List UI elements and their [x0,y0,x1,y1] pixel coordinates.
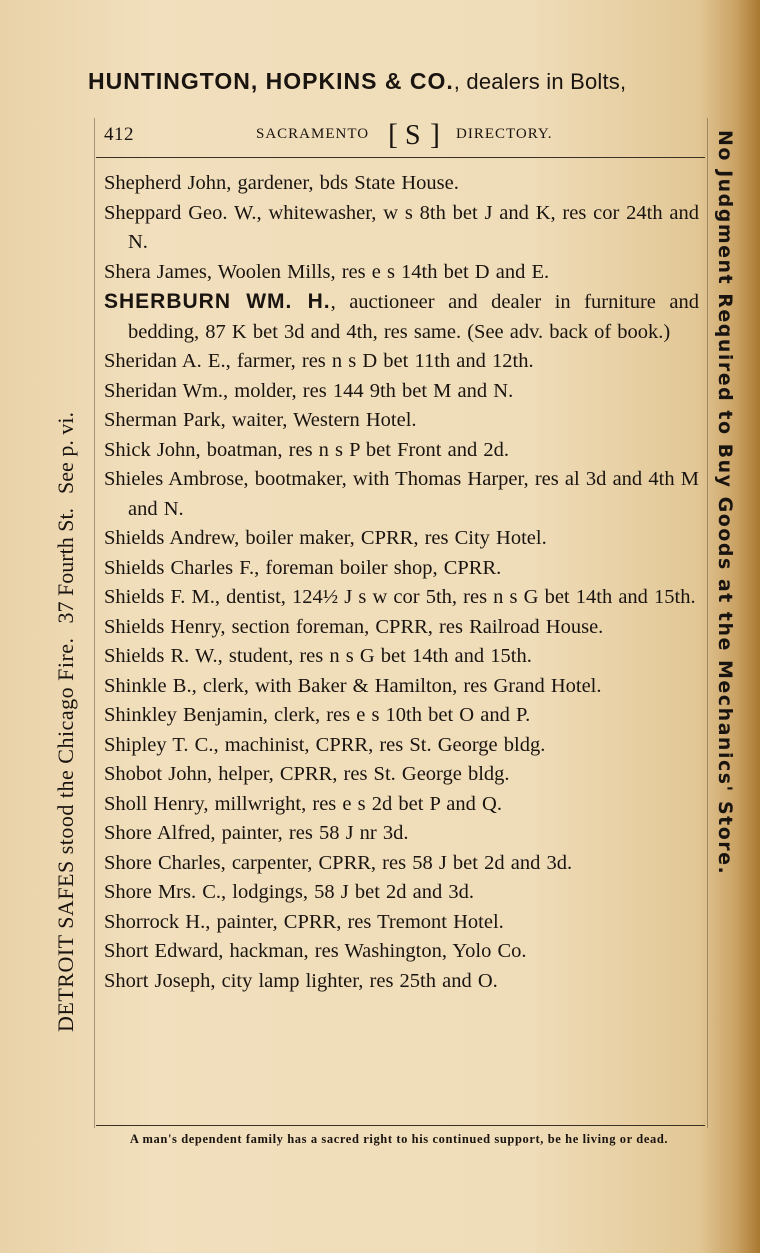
left-ad-see-reference: See p. vi. [53,412,78,494]
entry-text: , auctioneer and dealer in furniture and bedding, 87 K bet 3d and 4th, res same. (See adv. back of book.) [128,291,699,343]
right-margin-advertisement: No Judgment Required to Buy Goods at the Mechanics' Store. [714,130,736,876]
entry-text: Shinkle B., clerk, with Baker & Hamilton, res Grand Hotel. [104,674,602,697]
entry-text: Shinkley Benjamin, clerk, res e s 10th bet O and P. [104,704,531,726]
directory-entry [104,613,699,643]
directory-entry [104,790,699,820]
entry-bold-name: SHERBURN WM. H. [104,290,331,313]
directory-entry [104,465,699,524]
left-ad-address: 37 Fourth St. [53,507,78,624]
entry-text: Shore Charles, carpenter, CPRR, res 58 J bet 2d and 3d. [104,851,573,874]
entry-text: Shields R. W., student, res n s G bet 14th and 15th. [104,645,532,667]
directory-entry [104,554,699,584]
entry-text: Sheridan Wm., molder, res 144 9th bet M and N. [104,379,514,402]
directory-entry [104,169,699,199]
directory-entry [104,967,699,997]
footer-motto: A man's dependent family has a sacred right to his continued support, be he living or dead. [129,1132,669,1146]
directory-entry [104,199,699,258]
entry-text: Shepherd John, gardener, bds State House. [104,172,459,194]
directory-entry [104,377,699,407]
directory-entry [104,849,699,879]
directory-entry [104,583,699,613]
directory-entry [104,347,699,377]
entry-text: Shipley T. C., machinist, CPRR, res St. George bldg. [104,733,546,756]
top-advertisement-banner [88,68,728,95]
entry-text: Sholl Henry, millwright, res e s 2d bet P and Q. [104,792,502,815]
directory-entries [104,169,699,996]
entry-text: Sherman Park, waiter, Western Hotel. [104,409,417,431]
entry-text: Sheppard Geo. W., whitewasher, w s 8th bet J and K, res cor 24th and N. [104,201,699,253]
directory-entry [104,642,699,672]
entry-text: Shields Henry, section foreman, CPRR, res Railroad House. [104,615,604,638]
banner-firm-name: HUNTINGTON, HOPKINS & CO. [88,68,454,94]
left-ad-main: DETROIT SAFES stood the Chicago Fire. [53,637,78,1032]
header-rule [96,157,705,158]
directory-entry [104,406,699,436]
header-directory: DIRECTORY. [456,126,553,142]
right-column-rule [707,118,708,1128]
entry-text: Shore Mrs. C., lodgings, 58 J bet 2d and 3d. [104,881,475,903]
header-section-letter: S [405,120,421,151]
directory-entry [104,908,699,938]
page-number: 412 [104,124,134,145]
directory-entry [104,760,699,790]
entry-text: Shieles Ambrose, bootmaker, with Thomas Harper, res al 3d and 4th M and N. [104,468,699,520]
directory-entry [104,731,699,761]
banner-firm-trade: , dealers in Bolts, [453,69,627,94]
entry-text: Short Joseph, city lamp lighter, res 25th and O. [104,969,498,992]
directory-entry [104,701,699,731]
header-bracket-right: ] [430,118,440,151]
directory-entry [104,878,699,908]
entry-text: Shields F. M., dentist, 124½ J s w cor 5th, res n s G bet 14th and 15th. [104,586,696,608]
entry-text: Shorrock H., painter, CPRR, res Tremont Hotel. [104,910,504,933]
left-margin-advertisement [48,192,84,1032]
entry-text: Short Edward, hackman, res Washington, Yolo Co. [104,940,527,962]
running-header [104,120,704,152]
entry-text: Shields Charles F., foreman boiler shop, CPRR. [104,556,502,579]
directory-entry [104,524,699,554]
header-city: SACRAMENTO [256,126,370,142]
directory-entry [104,287,699,347]
directory-entry [104,436,699,466]
entry-text: Shera James, Woolen Mills, res e s 14th bet D and E. [104,260,550,283]
directory-entry [104,937,699,967]
footer-rule [96,1125,705,1126]
entry-text: Shields Andrew, boiler maker, CPRR, res City Hotel. [104,527,547,549]
directory-entry [104,672,699,702]
header-bracket-left: [ [388,118,398,151]
directory-entry [104,258,699,288]
entry-text: Sheridan A. E., farmer, res n s D bet 11th and 12th. [104,350,534,372]
directory-entry [104,819,699,849]
entry-text: Shore Alfred, painter, res 58 J nr 3d. [104,822,409,844]
entry-text: Shobot John, helper, CPRR, res St. George bldg. [104,763,510,785]
entry-text: Shick John, boatman, res n s P bet Front and 2d. [104,438,509,461]
left-column-rule [94,118,95,1128]
